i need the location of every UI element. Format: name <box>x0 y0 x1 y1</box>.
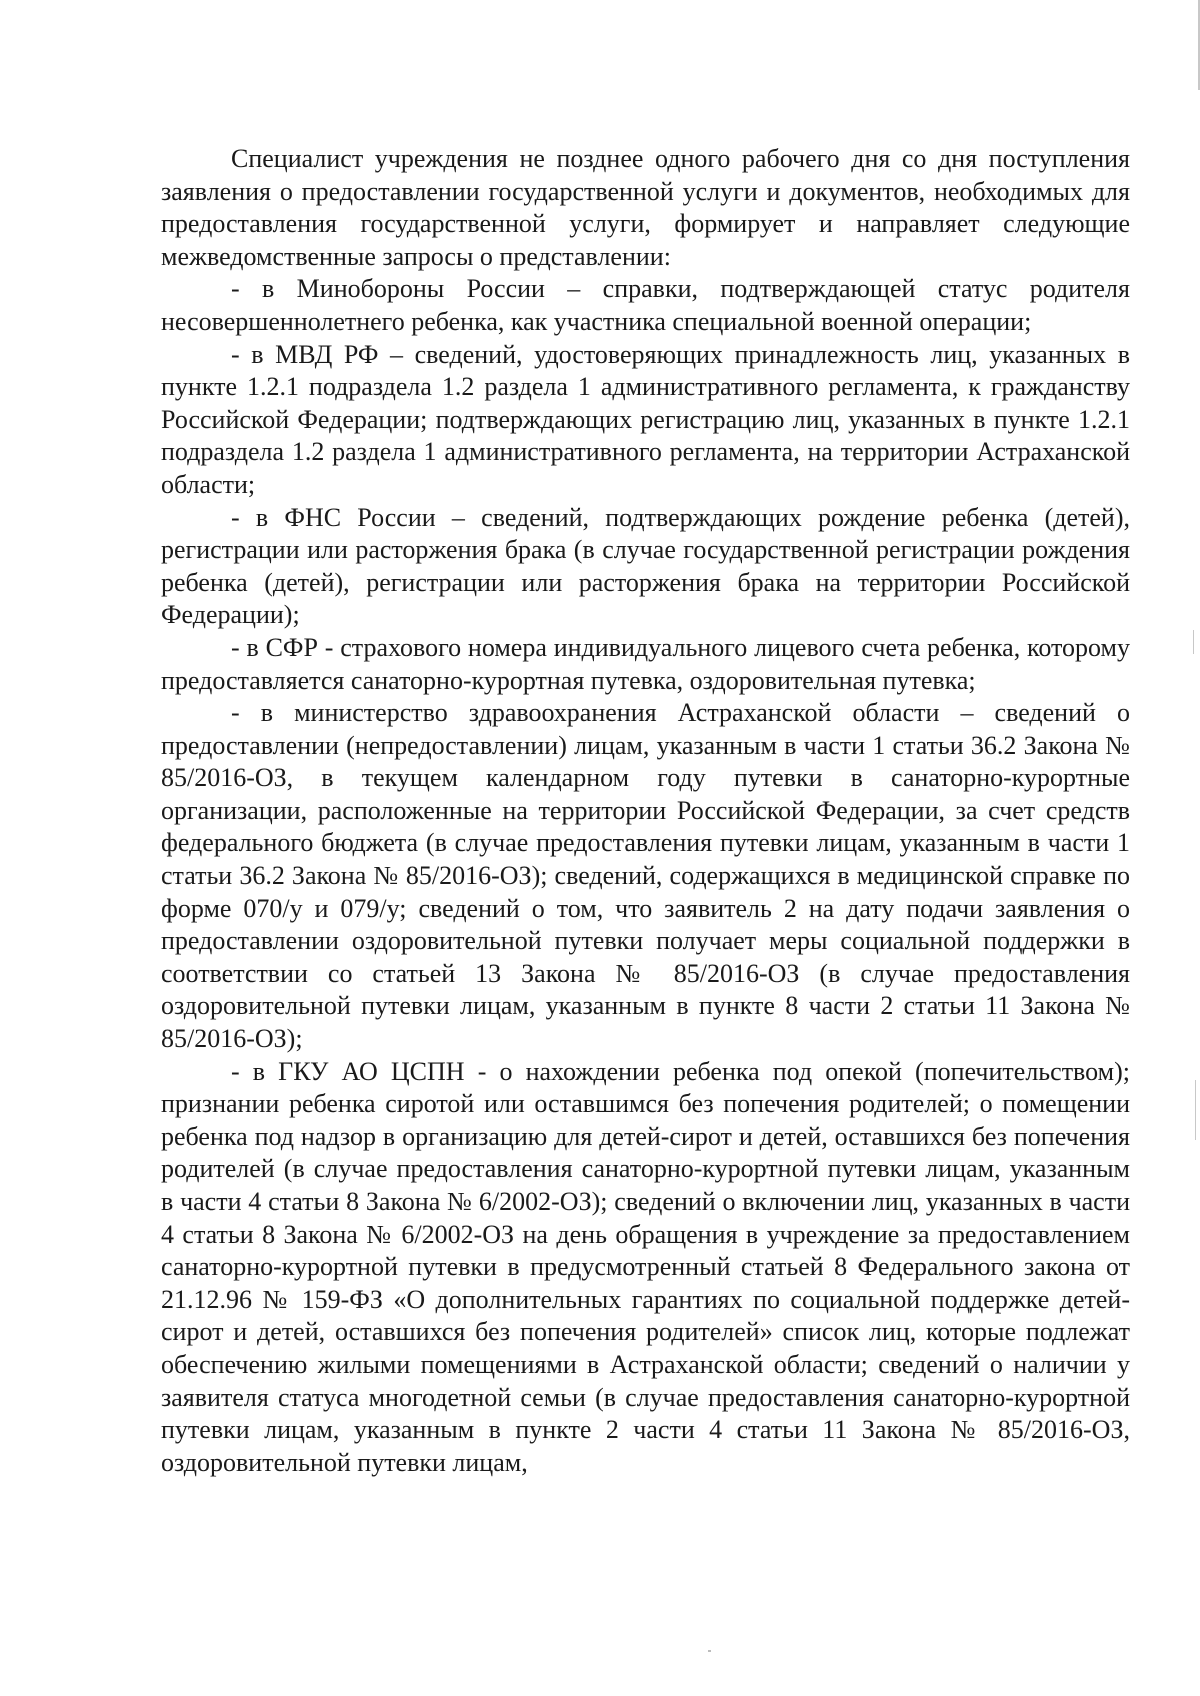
paragraph-intro: Специалист учреждения не позднее одного рабочего дня со дня поступления заявления о предоставлении государственной услуги и документов, необходимых для предоставления государственной услуги, формирует и направляет следующие межведомственные запросы о представлении: <box>161 144 1130 271</box>
paragraph-mvd: - в МВД РФ – сведений, удостоверяющих принадлежность лиц, указанных в пункте 1.2.1 подраздела 1.2 раздела 1 административного регламента, к гражданству Российской Федерации; подтверждающих регистрацию лиц, указанных в пункте 1.2.1 подраздела 1.2 раздела 1 административного регламента, на территории Астраханской области; <box>161 339 1130 499</box>
scan-speck <box>708 1650 711 1652</box>
paragraph-minzdrav: - в министерство здравоохранения Астраханской области – сведений о предоставлении (непредоставлении) лицам, указанным в части 1 статьи 36.2 Закона № 85/2016-ОЗ, в текущем календарном году путевки в санаторно-курортные организации, расположенные на территории Российской Федерации, за счет средств федерального бюджета (в случае предоставления путевки лицам, указанным в части 1 статьи 36.2 Закона № 85/2016-ОЗ); сведений, содержащихся в медицинской справке по форме 070/у и 079/у; сведений о том, что заявитель 2 на дату подачи заявления о предоставлении оздоровительной путевки получает меры социальной поддержки в соответствии со статьей 13 Закона № 85/2016-ОЗ (в случае предоставления оздоровительной путевки лицам, указанным в пункте 8 части 2 статьи 11 Закона № 85/2016-ОЗ); <box>161 698 1130 1054</box>
scan-edge-mark <box>1193 630 1194 654</box>
paragraph-fns: - в ФНС России – сведений, подтверждающих рождение ребенка (детей), регистрации или расторжения брака (в случае государственной регистрации рождения ребенка (детей), регистрации или расторжения брака на территории Российской Федерации); <box>161 502 1130 630</box>
document-body <box>161 143 1130 1479</box>
paragraph-minoborony: - в Минобороны России – справки, подтверждающей статус родителя несовершеннолетнего ребенка, как участника специальной военной операции; <box>161 274 1130 336</box>
scan-edge-mark <box>1195 1080 1196 1140</box>
paragraph-gku-cspn: - в ГКУ АО ЦСПН - о нахождении ребенка под опекой (попечительством); признании ребенка сиротой или оставшимся без попечения родителей; о помещении ребенка под надзор в организацию для детей-сирот и детей, оставшихся без попечения родителей (в случае предоставления санаторно-курортной путевки лицам, указанным в части 4 статьи 8 Закона № 6/2002-ОЗ); сведений о включении лиц, указанных в части 4 статьи 8 Закона № 6/2002-ОЗ на день обращения в учреждение за предоставлением санаторно-курортной путевки в предусмотренный статьей 8 Федерального закона от 21.12.96 № 159-ФЗ «О дополнительных гарантиях по социальной поддержке детей-сирот и детей, оставшихся без попечения родителей» список лиц, которые подлежат обеспечению жилыми помещениями в Астраханской области; сведений о наличии у заявителя статуса многодетной семьи (в случае предоставления санаторно-курортной путевки лицам, указанным в пункте 2 части 4 статьи 11 Закона № 85/2016-ОЗ, оздоровительной путевки лицам, <box>161 1056 1130 1477</box>
paragraph-sfr: - в СФР - страхового номера индивидуального лицевого счета ребенка, которому предоставляется санаторно-курортная путевка, оздоровительная путевка; <box>161 632 1130 695</box>
